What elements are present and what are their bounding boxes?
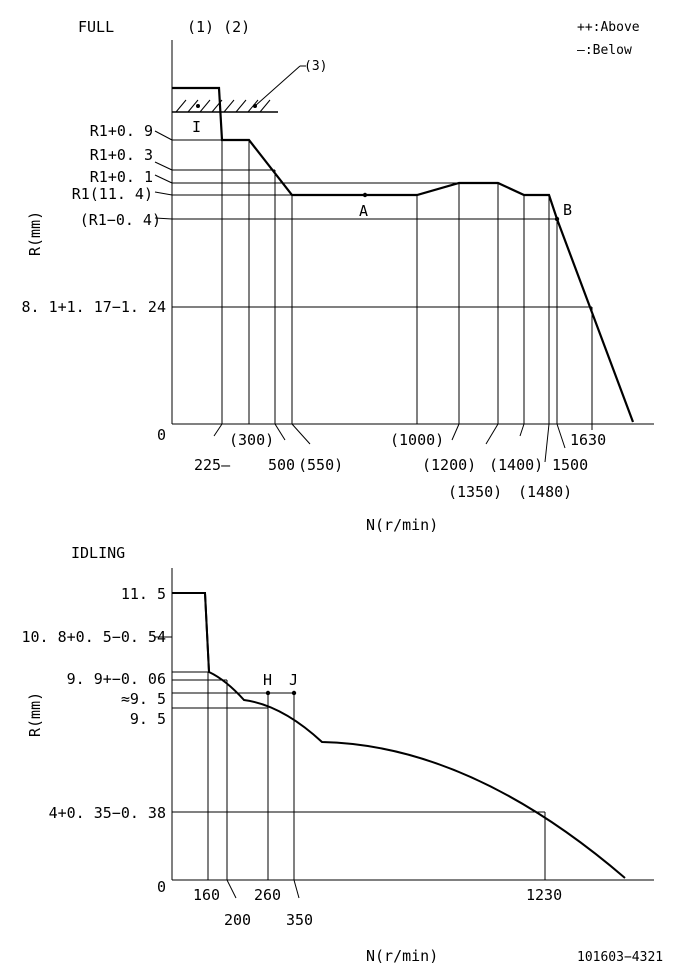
full-y-label-r1-0.9: R1+0. 9 bbox=[89, 122, 153, 140]
idling-x-label-1230: 1230 bbox=[526, 886, 563, 904]
point-A-marker bbox=[363, 193, 367, 197]
idling-y-label-approx-9.5: ≈9. 5 bbox=[120, 690, 166, 708]
full-y-label-8.1: 8. 1+1. 17−1. 24 bbox=[21, 298, 166, 316]
full-x-label-1630: 1630 bbox=[570, 431, 607, 449]
idling-y-label-11.5: 11. 5 bbox=[120, 585, 166, 603]
idling-drop-lines bbox=[208, 672, 545, 898]
idling-governor-step bbox=[172, 593, 209, 672]
point-B-marker bbox=[555, 217, 559, 221]
full-reference-lines bbox=[155, 131, 592, 307]
mark-I-label: I bbox=[192, 118, 202, 136]
idling-origin-label: 0 bbox=[157, 878, 167, 896]
full-y-label-r1-0.1: R1+0. 1 bbox=[89, 168, 153, 186]
full-chart bbox=[22, 18, 655, 534]
idling-x-label-350: 350 bbox=[286, 911, 314, 929]
full-x-label-225: 225— bbox=[194, 456, 231, 474]
full-x-label-1000: (1000) bbox=[390, 431, 445, 449]
idling-reference-lines bbox=[155, 637, 545, 812]
legend-above: ++:Above bbox=[577, 20, 640, 35]
full-x-axis-title: N(r/min) bbox=[366, 516, 439, 534]
full-header-marks: (1) (2) bbox=[187, 18, 251, 36]
point-H-label: H bbox=[263, 671, 273, 689]
full-x-label-1480: (1480) bbox=[518, 483, 573, 501]
full-drop-lines bbox=[214, 140, 592, 462]
idling-x-label-260: 260 bbox=[254, 886, 282, 904]
idling-y-label-4: 4+0. 35−0. 38 bbox=[48, 804, 166, 822]
point-A-label: A bbox=[359, 202, 369, 220]
document-number: 101603−4321 bbox=[577, 950, 664, 965]
idling-x-label-200: 200 bbox=[224, 911, 252, 929]
idling-y-label-9.9: 9. 9+−0. 06 bbox=[66, 670, 166, 688]
full-y-label-r1: R1(11. 4) bbox=[71, 185, 153, 203]
full-x-label-500: 500 bbox=[268, 456, 296, 474]
full-x-label-550: (550) bbox=[298, 456, 344, 474]
point-B-label: B bbox=[563, 201, 573, 219]
full-x-label-1350: (1350) bbox=[448, 483, 503, 501]
idling-chart bbox=[22, 544, 655, 965]
full-x-label-1400: (1400) bbox=[489, 456, 544, 474]
callout-3-label: (3) bbox=[304, 59, 328, 74]
idling-chart-title: IDLING bbox=[71, 544, 126, 562]
full-y-label-r1-minus-0.4: (R1−0. 4) bbox=[79, 211, 161, 229]
full-origin-label: 0 bbox=[157, 426, 167, 444]
legend-below: —:Below bbox=[577, 43, 632, 58]
full-y-axis-title: R(mm) bbox=[26, 210, 44, 256]
full-curve bbox=[172, 88, 633, 422]
point-J-marker bbox=[292, 691, 296, 695]
point-H-marker bbox=[266, 691, 270, 695]
idling-y-label-9.5: 9. 5 bbox=[129, 710, 166, 728]
idling-x-label-160: 160 bbox=[193, 886, 221, 904]
full-x-label-1200: (1200) bbox=[422, 456, 477, 474]
full-chart-title: FULL bbox=[78, 18, 115, 36]
idling-x-axis-title: N(r/min) bbox=[366, 947, 439, 965]
full-x-label-300: (300) bbox=[229, 431, 275, 449]
idling-y-label-10.8: 10. 8+0. 5−0. 54 bbox=[21, 628, 166, 646]
full-x-label-1500: 1500 bbox=[552, 456, 589, 474]
full-y-label-r1-0.3: R1+0. 3 bbox=[89, 146, 153, 164]
idling-curve bbox=[172, 593, 625, 878]
idling-y-axis-title: R(mm) bbox=[26, 691, 44, 737]
point-J-label: J bbox=[289, 671, 299, 689]
